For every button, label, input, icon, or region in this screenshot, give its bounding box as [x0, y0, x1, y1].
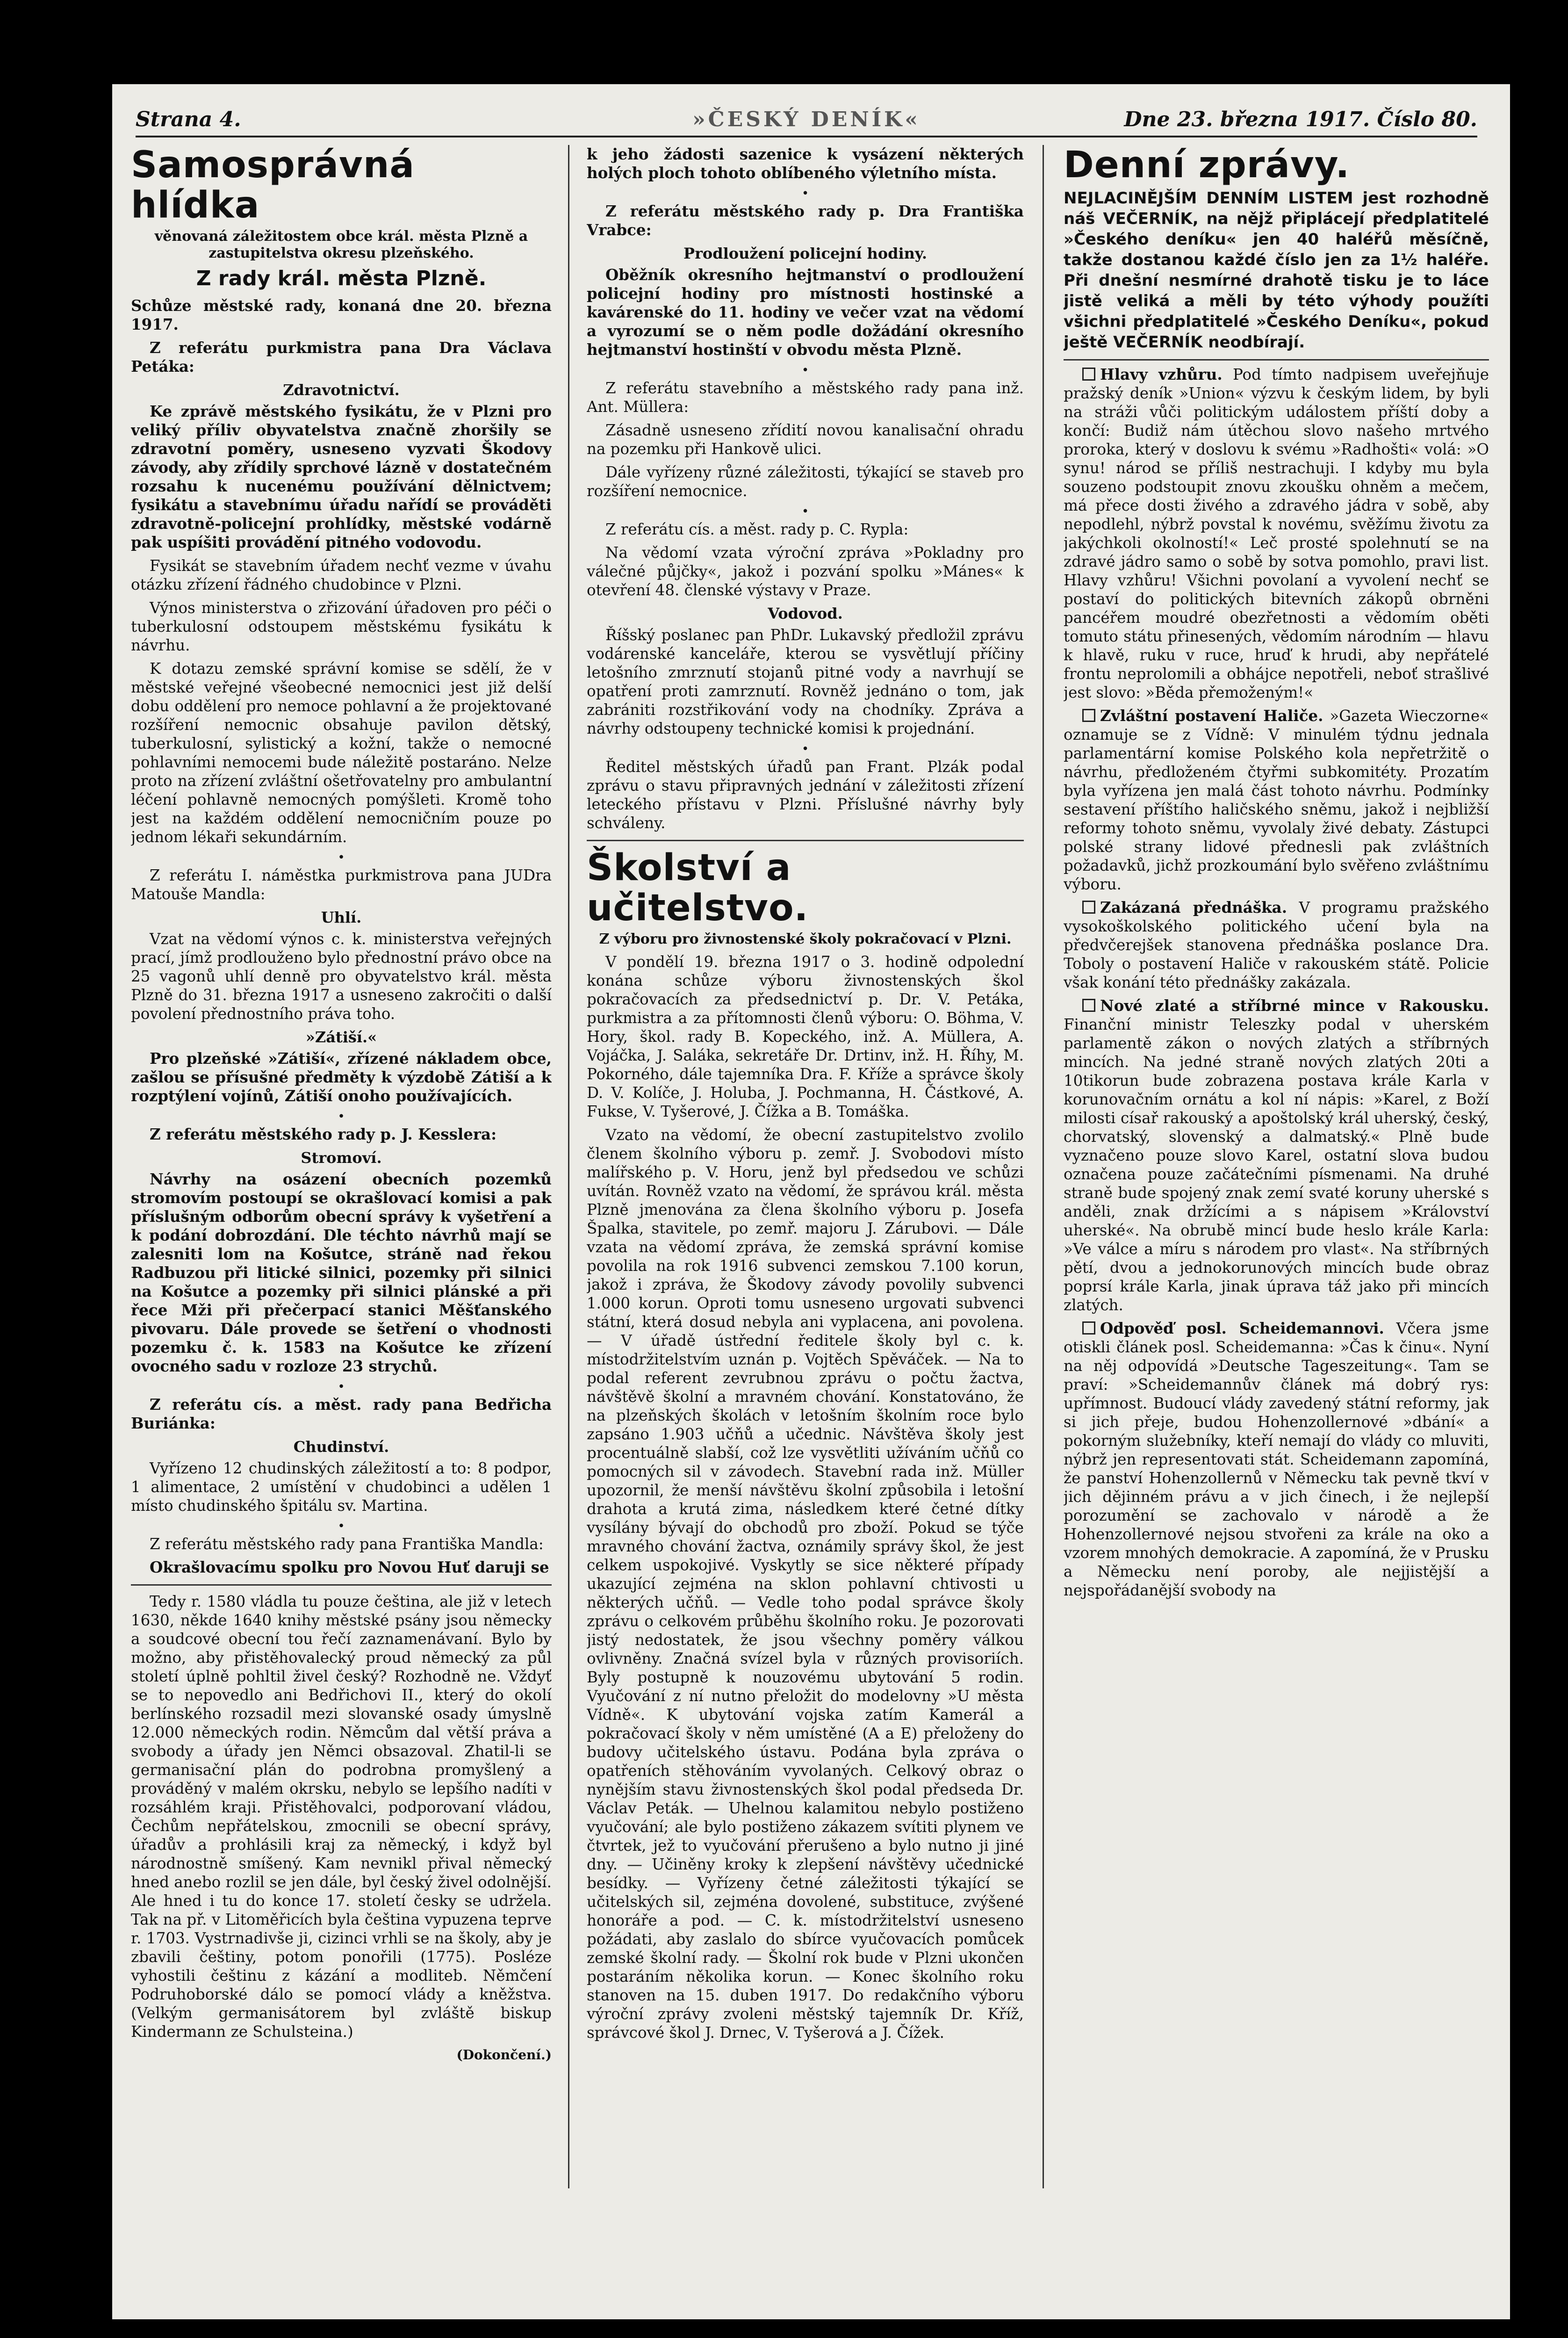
square-bullet-icon	[1082, 901, 1095, 914]
paragraph: Říšský poslanec pan PhDr. Lukavský předložil zprávu vodárenské kanceláře, kterou se vysvětlují příčiny letošního zmrznutí stojanů pitné vody a navrhují se opatření proti zamrznutí. Rovněž jednáno o tom, jak zabrániti rozstřikování vody na chodníky. Zpráva a návrhy odstoupeny technické komisi k projednání.	[587, 626, 1024, 737]
news-item	[1064, 1319, 1489, 1600]
square-bullet-icon	[1082, 999, 1095, 1012]
subheading: Zdravotnictví.	[283, 381, 400, 399]
paragraph: Schůze městské rady, konaná dne 20. března 1917.	[131, 296, 552, 333]
paragraph: k jeho žádosti sazenice k vysázení některých holých ploch tohoto oblíbeného výletního místa.	[587, 145, 1024, 182]
item-body: Finanční ministr Teleszky podal v uherském parlamentě zákon o nových zlatých a stříbrných mincích. Na jedné straně nových zlatých 20ti a 10tikorun bude zobrazena postava krále Karla v korunovačním ornátu a kol ní nápis: »Karel, z Boží milosti císař rakouský a apoštolský král uherský, český, chorvatský, slovenský a dalmatský.« Plně bude vyznačeno pouze slovo Karel, ostatní slova budou označena pouze začátečními písmenami. Na druhé straně bude spojený znak zemí svaté koruny uherské s anděli, znak držícími a s nápisem »Království uherské«. Na obrubě mincí bude heslo krále Karla: »Ve válce a míru s národem pro vlast«. Na stříbrných pětí, dvou a jednokorunových mincích bude obraz poprsí krále Karla, jinak úprava táž jako při mincích zlatých.	[1064, 1016, 1489, 1314]
separator: •	[801, 187, 809, 201]
divider	[587, 840, 1024, 841]
paragraph: V pondělí 19. března 1917 o 3. hodině odpolední konána schůze výboru živnostenských škol pokračovacích za předsednictví p. Dr. V. Petáka, purkmistra a za přítomnosti členů výboru: O. Böhma, V. Hory, škol. rady B. Kopeckého, inž. A. Müllera, A. Vojáčka, J. Saláka, sekretáře Dr. Drtinv, inž. H. Říhy, M. Pokorného, dále tajemníka Dra. F. Kříže a správce školy D. V. Kolíče, J. Holuba, J. Pochmanna, H. Částkové, A. Fukse, V. Tyšerové, J. Čížka a B. Tomáška.	[587, 953, 1024, 1120]
paragraph: Oběžník okresního hejtmanství o prodloužení policejní hodiny pro místnosti hostinské a kavárenské do 11. hodiny ve večer vzat na vědomí a vyrozumí se o něm podle dožádání okresního hejtmanství hostinští v obvodu města Plzně.	[587, 266, 1024, 359]
section-subtitle: Z výboru pro živnostenské školy pokračovací v Plzni.	[599, 931, 1012, 947]
paragraph: Z referátu cís. a měst. rady p. C. Rypla:	[605, 520, 909, 538]
news-item	[1064, 898, 1489, 992]
column-rule	[568, 145, 569, 2188]
paragraph: Vyřízeno 12 chudinských záležitostí a to: 8 podpor, 1 alimentace, 2 umístění v chudobinci a udělen 1 místo chudinského špitálu sv. Martina.	[131, 1459, 552, 1515]
section-subtitle: věnovaná záležitostem obce král. města Plzně a zastupitelstva okresu plzeňského.	[154, 228, 528, 261]
divider	[131, 1584, 552, 1586]
paragraph: Výnos ministerstva o zřizování úřadoven pro péči o tuberkulosní odstoupem městskému fysikátu k návrhu.	[131, 599, 552, 654]
column-2	[587, 145, 1024, 2202]
separator: •	[801, 505, 809, 519]
item-headline: Zvláštní postavení Haliče.	[1100, 707, 1323, 725]
subheading: Vodovod.	[768, 605, 843, 622]
paragraph: Ředitel městských úřadů pan Frant. Plzák podal zprávu o stavu připravných jednání v záležitosti zřízení leteckého přístavu v Plzni. Příslušné návrhy byly schváleny.	[587, 758, 1024, 832]
paragraph: Návrhy na osázení obecních pozemků stromovím postoupí se okrašlovací komisi a pak příslušným odborům obecní správy k vyšetření a k podání dobrozdání. Dle téchto návrhů mají se zalesniti lom na Košutce, stráně nad řekou Radbuzou při litické silnici, pozemky při silnici na Košutce a pozemky při silnici plánské a při řece Mži při přečerpací stanici Měšťanského pivovaru. Dále provede se šetření o vhodnosti pozemku č. k. 1583 na Košutce ke zřízení ovocného sadu v rozloze 23 strychů.	[131, 1170, 552, 1375]
square-bullet-icon	[1082, 1321, 1095, 1335]
item-headline: Hlavy vzhůru.	[1100, 365, 1223, 383]
square-bullet-icon	[1082, 368, 1095, 381]
continuation-note: (Dokončení.)	[456, 2047, 552, 2063]
issue-date: Dne 23. března 1917. Číslo 80.	[1124, 108, 1477, 131]
separator: •	[338, 1110, 345, 1124]
page-header	[136, 103, 1477, 137]
subheading: Stromoví.	[301, 1149, 382, 1167]
separator: •	[338, 851, 345, 865]
item-body: »Gazeta Wieczorne« oznamuje se z Vídně: V minulém týdnu jednala parlamentární komise Polského kola nepřetržitě o návrhu, předloženém čtyřmi subkomitéty. Prozatím byla vyřízena jen malá část tohoto návrhu. Podmínky sestavení příštího haličského sněmu, jakož i nejbližší reformy tohoto sněmu, vyvolaly živé debaty. Zástupci polské strany lidové přednesli pak zvláštních požadavků, jichž prozkoumání bylo svěřeno zvláštnímu výboru.	[1064, 707, 1489, 893]
item-body: Pod tímto nadpisem uveřejňuje pražský deník »Union« výzvu k českým lidem, by byli na stráži vůči politickým událostem příští doby a končí: Budiž nám útěchou slovo našeho mrtvého proroka, který v doslovu k svému »Radhošti« volá: »O synu! národ se příliš nestrachuji. I kdyby mu byla souzeno podstoupit znovu zkoušku ohněm a mečem, má přece dosti živého a zdravého jádra v sobě, aby nepodlehl, nýbrž povstal k novému, svěžímu životu za jakýchkoli okolností!« Leč prosté spolehnutí se na zdravé jádro samo o sobě by sotva pomohlo, pravi list. Hlavy vzhůru! Všichni povolaní a vyvolení nechť se postaví do politických bitevních zákopů obrněni pancéřem moudré obezřetnosti a vědomím oběti tomuto státu přinesených, vědomím národním — hlavu k hlavě, ruku v ruce, hruď k hrudi, aby nepřátelé frontu neprolomili a obhájce nepotřeli, neboť strašlivé jest slovo: »Běda přemoženým!«	[1064, 366, 1489, 701]
paragraph: Fysikát se stavebním úřadem nechť vezme v úvahu otázku zřízení řádného chudobince v Plzni.	[131, 557, 552, 593]
paragraph: Zásadně usneseno zřídití novou kanalisační ohradu na pozemku při Hankově ulici.	[587, 421, 1024, 458]
news-item	[1064, 365, 1489, 702]
paragraph: Vzat na vědomí výnos c. k. ministerstva veřejných prací, jímž prodlouženo bylo přednostní právo obce na 25 vagonů uhlí denně pro obyvatelstvo král. města Plzně do 31. března 1917 a usneseno zakročiti o další povolení přednostního práva toho.	[131, 930, 552, 1023]
square-bullet-icon	[1082, 709, 1095, 722]
paragraph: Z referátu městského rady p. J. Kesslera:	[150, 1125, 497, 1143]
item-headline: Zakázaná přednáška.	[1100, 898, 1287, 916]
paragraph: Pro plzeňské »Zátiší«, zřízené nákladem obce, zašlou se přísušné předměty k výzdobě Zátiší a k rozptýlení vojínů, Zátiší onoho používajících.	[131, 1049, 552, 1105]
subheading: Prodloužení policejní hodiny.	[683, 245, 927, 262]
paragraph: Z referátu purkmistra pana Dra Václava Petáka:	[131, 339, 552, 375]
section-title: Samosprávná hlídka	[131, 145, 415, 226]
paragraph: Z referátu stavebního a městského rady pana inž. Ant. Müllera:	[587, 379, 1024, 416]
separator: •	[338, 1519, 345, 1533]
article-heading: Z rady král. města Plzně.	[196, 267, 487, 290]
news-item	[1064, 707, 1489, 894]
subheading: Chudinství.	[293, 1438, 389, 1456]
separator: •	[801, 742, 809, 756]
paragraph: Tedy r. 1580 vládla tu pouze čeština, ale již v letech 1630, někde 1640 knihy městské psány jsou německy a soudcové obecní tou řečí zaznamenávaní. Bylo by možno, aby přistěhovalecký proud německý za půl století úplně pohltil živel český? Rozhodně ne. Vždyť se to nepovedlo ani Bedřichovi II., který do okolí berlínského rozsadil mezi slovanské osady úmyslně 12.000 německých rodin. Němcům dal větší práva a svobody a úřady jen Němci obsazoval. Zhatil-li se germanisační plán do podrobna promyšlený a prováděný v malém okrsku, nebylo se lepšího nadíti v rozsáhlém kraji. Přistěhovalci, podporovaní vládou, Čechům nepřátelskou, zmocnili se obecní správy, úřadův a prohlásili kraj za německý, i když byl národnostně smíšený. Kam nevnikl přival německý hned anebo rozlil se jen dále, byl český živel odolnější. Ale hned i tu do konce 17. století česky se udržela. Tak na př. v Litoměřicích byla čeština vypuzena teprve r. 1703. Vystrnadivše ji, cizinci vrhli se na školy, aby je zbavili češtiny, potom ponořili (1775). Posléze vyhostili češtinu z kázání a modliteb. Němčení Podruhoborské dálo se pomocí vlády a kněžstva. (Velkým germanisátorem byl zvláště biskup Kindermann ze Schulsteina.)	[131, 1593, 552, 2041]
masthead: »ČESKÝ DENÍK«	[692, 108, 921, 131]
newspaper-page	[112, 84, 1510, 2319]
column-3	[1064, 145, 1489, 2202]
paragraph: Z referátu I. náměstka purkmistrova pana JUDra Matouše Mandla:	[131, 866, 552, 903]
paragraph: Z referátu městského rady p. Dra Františka Vrabce:	[587, 202, 1024, 239]
subheading: »Zátiší.«	[305, 1028, 377, 1046]
paragraph: Z referátu cís. a měst. rady pana Bedřicha Buriánka:	[131, 1395, 552, 1432]
separator: •	[338, 1380, 345, 1394]
section-title: Školství a učitelstvo.	[587, 847, 809, 929]
paragraph: Dále vyřízeny různé záležitosti, týkající se staveb pro rozšíření nemocnice.	[587, 463, 1024, 500]
separator: •	[801, 363, 809, 377]
item-headline: Nové zlaté a stříbrné mince v Rakousku.	[1100, 996, 1489, 1015]
paragraph: Z referátu městského rady pana Františka Mandla:	[150, 1535, 544, 1553]
item-headline: Odpověď posl. Scheidemannovi.	[1100, 1319, 1384, 1337]
paragraph: K dotazu zemské správní komise se sdělí, že v městské veřejné všeobecné nemocnici jest již delší dobu oddělení pro nemoce pohlavní a že projektované rozšíření nemocnic obsahuje pavilon dětský, tuberkulosní, sylistický a kožní, takže o nemocné pohlavními nemocemi bude náležitě postaráno. Nelze proto na zřízení zvláštní ošetřovatelny pro ambulantní léčení pohlavně nemocných pomýšleti. Kromě toho jest na každém oddělení nemocničním pouze po jednom lékaři sekundárním.	[131, 660, 552, 846]
subscription-notice: NEJLACINĚJŠÍM DENNÍM LISTEM jest rozhodně náš VEČERNÍK, na nějž připlácejí předplatitelé »Českého deníku« jen 40 haléřů měsíčně, takže dostanou každé číslo jen za 1½ haléře. Při dnešní nesmírné drahotě tisku je to láce jistě veliká a měli by této výhody použíti všichni předplatitelé »Českého Deníku«, pokud ještě VEČERNÍK neodbírají.	[1064, 188, 1489, 361]
item-body: V programu pražského vysokoškolského politického učení byla na předvčerejšek stanovena přednáška poslance Dra. Toboly o postavení Haliče v rakouském státě. Policie však konání této přednášky zakázala.	[1064, 899, 1489, 991]
page-number: Strana 4.	[136, 108, 241, 131]
paragraph: Na vědomí vzata výroční zpráva »Pokladny pro válečné půjčky«, jakož i pozvání spolku »Mánes« k otevření 48. členské výstavy v Praze.	[587, 544, 1024, 599]
column-1	[131, 145, 552, 2202]
item-body: Včera jsme otiskli článek posl. Scheidemanna: »Čas k činu«. Nyní na něj odpovídá »Deutsche Tageszeitung«. Tam se praví: »Scheidemannův článek má dobrý rys: upřímnost. Budoucí vlády zavedený státní reformy, jak si jich přeje, budou Hohenzollernové »dbání« a pokorným služebníky, kteří nemají do vlády co mluviti, nýbrž jen representovati stát. Scheidemann zapomíná, že panství Hohenzollernů v Německu tak pevně tkví v jich dějinném právu a v jich činech, i že nejlepší porozumění se zachovalo v národě a že Hohenzollernové nejsou stvořeni za krále na oko a vzorem mnohých demokracie. A zapomíná, že v Prusku a Německu není poroby, ale nejjistější a nejspořádanější svobody na	[1064, 1320, 1489, 1599]
paragraph: Vzato na vědomí, že obecní zastupitelstvo zvolilo členem školního výboru p. zemř. J. Svobodovi místo malířského p. V. Horu, jenž byl předsedou ve schůzi uvítán. Rovněž vzato na vědomí, že správou král. města Plzně jmenována za člena školního výboru p. Josefa Špalka, stavitele, po zemř. majoru J. Zárubovi. — Dále vzata na vědomí zpráva, že zemská správní komise povolila na rok 1916 subvenci zemskou 7.100 korun, jakož i zpráva, že Škodovy závody povolily subvenci 1.000 korun. Oproti tomu usneseno urgovati subvenci státní, která dosud nebyla ani vyplacena, ani povolena. — V úřadě ústřední ředitele školy byl c. k. místodržitelstvím uznán p. Vojtěch Spěváček. — Na to podal referent zevrubnou zprávu o počtu žactva, návštěvě školní a mravném chování. Konstatováno, že na plzeňských školách v letošním školním roce bylo zapsáno 1.903 učňů a učednic. Návštěva školy jest procentuálně slabší, což lze vysvětliti užíváním učňů co pomocných sil v závodech. Stavební rada inž. Müller upozornil, že menší návštěvu školní způsobila i letošní drahota a krutá zima, následkem které četné dítky vysílány bývají do obchodů pro zboží. Pokud se týče mravného chování žactva, oznámily správy škol, že jest celkem uspokojivé. Vyskytly se sice některé případy ukazující zejména na sklon pohlavní chtivosti u některých učňů. — Vedle toho podal správce školy zprávu o celkovém průběhu školního roku. Je pozorovati jistý nedostatek, že jsou všechny poměry válkou ovlivněny. Značná svízel byla v různých provisoriích. Byly postupně k nouzovému ubytování 5 rodin. Vyučování z ní nutno přeložit do modelovny »U města Vídně«. K ubytování vojska zatím Kamerál a pokračovací školy v něm umístěné (A a E) přeloženy do budovy učitelského ústavu. Podána byla zpráva o opatřeních stěhováním vyvolaných. Celkový obraz o nynějším stavu živnostenských škol podal předseda Dr. Václav Peták. — Uhelnou kalamitou nebylo postiženo vyučování; ale bylo postiženo zákazem svítiti plynem ve čtvrtek, jež to vyučování přerušeno a bylo nutno ji jiné dny. — Učiněny kroky k zlepšení návštěvy učednické besídky. — Vyřízeny četné záležitosti týkající se učitelských sil, zejména dovolené, substituce, zvýšené honoráře a pod. — C. k. místodržitelství usneseno požádati, aby zaslalo do sbírce vyučovacích pomůcek zemské školní rady. — Školní rok bude v Plzni ukončen postaráním několika korun. — Konec školního roku stanoven na 15. duben 1917. Do redakčního výboru výroční zprávy zvoleni městský tajemník Dr. Kříž, správcové škol J. Drnec, V. Tyšerová a J. Čížek.	[587, 1126, 1024, 2042]
column-rule	[1043, 145, 1044, 2188]
section-title: Denní zprávy.	[1064, 145, 1350, 186]
subheading: Uhlí.	[321, 909, 362, 926]
paragraph: Okrašlovacímu spolku pro Novou Huť daruji se	[150, 1558, 549, 1576]
news-item	[1064, 996, 1489, 1314]
paragraph: Ke zprávě městského fysikátu, že v Plzni pro veliký příliv obyvatelstva značně zhoršily se zdravotní poměry, usneseno vyzvati Škodovy závody, aby zřídily sprchové lázně v dostatečném rozsahu k nucenému používání dělnictvem; fysikátu a stavebnímu úřadu nařídí se prováděti zdravotně-policejní prohlídky, městské vodárně pak uspíšiti provádění pitného vodovodu.	[131, 402, 552, 551]
